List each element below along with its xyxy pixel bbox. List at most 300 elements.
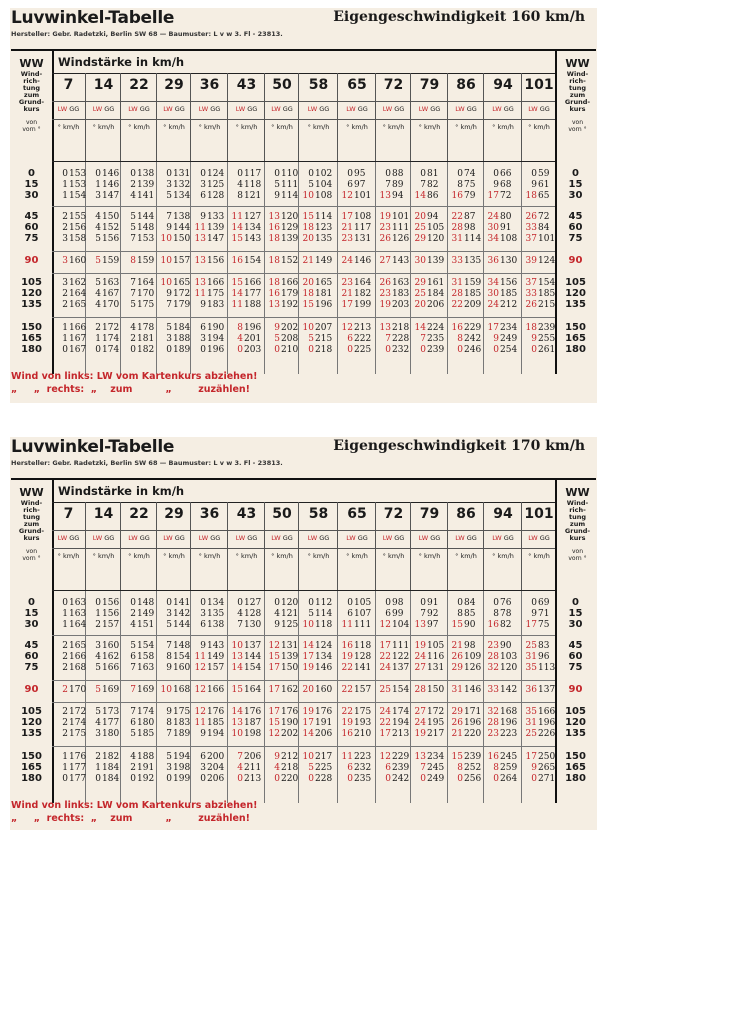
column-legend: LW GG xyxy=(299,530,338,542)
gg-value: 178 xyxy=(137,323,155,333)
table-cell xyxy=(85,278,120,289)
lw-value: 22 xyxy=(451,300,463,310)
gg-value: 141 xyxy=(173,598,191,608)
table-cell xyxy=(375,323,410,334)
lw-value: 5 xyxy=(95,707,101,717)
gg-value: 143 xyxy=(392,256,410,266)
speed-column-header xyxy=(447,502,484,590)
windspeed-value: 101 xyxy=(524,77,554,93)
table-cell xyxy=(447,729,483,740)
table-cell xyxy=(375,345,410,356)
gg-value: 164 xyxy=(137,278,155,288)
gg-value: 188 xyxy=(137,752,155,762)
lw-value: 9 xyxy=(531,334,537,344)
windspeed-value: 14 xyxy=(93,506,114,522)
lw-value: 17 xyxy=(379,729,391,739)
table-cell xyxy=(483,663,521,674)
speed-column-header xyxy=(521,73,556,161)
table-cell xyxy=(85,718,120,729)
wind-angle-right: 75 xyxy=(568,662,583,673)
table-cell xyxy=(120,212,156,223)
ww-von-vorn: von vorn ° xyxy=(22,548,41,562)
lw-value: 19 xyxy=(379,212,391,222)
table-cell xyxy=(410,620,447,631)
gg-value: 154 xyxy=(173,652,191,662)
windspeed-value: 43 xyxy=(236,77,257,93)
table-cell xyxy=(337,234,375,245)
lw-value: 39 xyxy=(525,256,537,266)
wind-angle-right: 30 xyxy=(568,619,583,630)
lw-value: 15 xyxy=(302,300,314,310)
lw-value: 23 xyxy=(487,641,499,651)
gg-value: 235 xyxy=(354,774,372,784)
gg-value: 175 xyxy=(69,729,87,739)
lw-value: 3 xyxy=(62,278,68,288)
lw-value: 4 xyxy=(237,180,243,190)
lw-value: 1 xyxy=(62,752,68,762)
gg-value: 158 xyxy=(137,652,155,662)
table-cell xyxy=(521,300,555,311)
gg-value: 87 xyxy=(464,212,476,222)
gg-value: 132 xyxy=(173,180,191,190)
lw-value: 19 xyxy=(414,729,426,739)
table-cell xyxy=(447,774,483,785)
table-cell xyxy=(264,729,298,740)
gg-value: 160 xyxy=(69,256,87,266)
table-cell xyxy=(52,169,85,180)
gg-value: 124 xyxy=(315,641,333,651)
column-legend: LW GG xyxy=(265,101,299,113)
wind-table xyxy=(11,49,596,374)
column-unit: ° km/h xyxy=(299,119,338,131)
lw-value: 4 xyxy=(130,323,136,333)
table-cell xyxy=(264,234,298,245)
gg-value: 129 xyxy=(281,223,299,233)
gg-value: 222 xyxy=(354,334,372,344)
table-cell xyxy=(337,323,375,334)
lw-value: 7 xyxy=(166,729,172,739)
table-cell xyxy=(120,234,156,245)
gg-value: 154 xyxy=(69,191,87,201)
column-legend: LW GG xyxy=(448,530,484,542)
table-cell xyxy=(227,598,264,609)
table-cell xyxy=(156,598,190,609)
gg-value: 65 xyxy=(538,191,550,201)
table-cell xyxy=(410,609,447,620)
table-cell xyxy=(447,598,483,609)
gg-value: 176 xyxy=(244,707,262,717)
gg-value: 141 xyxy=(137,191,155,201)
wind-angle-left: 135 xyxy=(21,299,42,310)
gg-value: 184 xyxy=(102,774,120,784)
gg-value: 78 xyxy=(500,609,512,619)
lw-value: 9 xyxy=(200,212,206,222)
gg-value: 215 xyxy=(315,334,333,344)
table-cell xyxy=(120,256,156,267)
gg-value: 177 xyxy=(244,289,262,299)
lw-value: 6 xyxy=(347,609,353,619)
lw-value: 9 xyxy=(493,334,499,344)
lw-value: 17 xyxy=(525,752,537,762)
manufacturer-line: Hersteller: Gebr. Radetzki, Berlin SW 68 — Baumuster: L v w 3. Fl - 23813. xyxy=(11,459,283,467)
gg-value: 121 xyxy=(281,609,299,619)
table-cell xyxy=(447,256,483,267)
lw-value: 23 xyxy=(379,223,391,233)
lw-value: 17 xyxy=(525,620,537,630)
table-cell xyxy=(410,663,447,674)
gg-value: 166 xyxy=(244,278,262,288)
lw-value: 5 xyxy=(166,752,172,762)
table-cell xyxy=(227,641,264,652)
ww-title: WW xyxy=(565,486,590,499)
gg-value: 164 xyxy=(69,620,87,630)
table-cell xyxy=(410,278,447,289)
wind-angle-right: 75 xyxy=(568,233,583,244)
lw-value: 13 xyxy=(414,620,426,630)
lw-value: 4 xyxy=(130,752,136,762)
lw-value: 6 xyxy=(385,609,391,619)
lw-value: 5 xyxy=(166,620,172,630)
gg-value: 166 xyxy=(69,323,87,333)
table-cell xyxy=(190,323,227,334)
column-unit: ° km/h xyxy=(191,548,228,560)
gg-value: 172 xyxy=(102,323,120,333)
gg-value: 146 xyxy=(464,685,482,695)
gg-value: 139 xyxy=(207,223,225,233)
table-cell xyxy=(190,774,227,785)
lw-value: 14 xyxy=(231,223,243,233)
table-cell xyxy=(156,652,190,663)
gg-value: 182 xyxy=(137,345,155,355)
lw-value: 17 xyxy=(268,663,280,673)
gg-value: 155 xyxy=(69,212,87,222)
lw-value: 5 xyxy=(308,180,314,190)
table-cell xyxy=(337,729,375,740)
lw-value: 15 xyxy=(268,718,280,728)
lw-value: 0 xyxy=(274,345,280,355)
lw-value: 3 xyxy=(166,180,172,190)
gg-value: 88 xyxy=(392,169,404,179)
lw-value: 20 xyxy=(302,234,314,244)
lw-value: 9 xyxy=(200,300,206,310)
gg-value: 163 xyxy=(69,598,87,608)
table-cell xyxy=(264,334,298,345)
gg-value: 167 xyxy=(69,334,87,344)
table-cell xyxy=(264,774,298,785)
table-cell xyxy=(52,323,85,334)
table-cell xyxy=(521,620,555,631)
table-cell xyxy=(337,169,375,180)
gg-value: 147 xyxy=(207,234,225,244)
windspeed-value: 7 xyxy=(63,77,74,93)
table-cell xyxy=(521,191,555,202)
gg-value: 166 xyxy=(207,278,225,288)
table-row xyxy=(52,707,555,718)
lw-value: 36 xyxy=(487,256,499,266)
table-cell xyxy=(337,191,375,202)
column-legend: LW GG xyxy=(228,530,265,542)
lw-value: 8 xyxy=(493,609,499,619)
lw-value: 22 xyxy=(379,652,391,662)
column-unit: ° km/h xyxy=(376,548,411,560)
table-cell xyxy=(375,191,410,202)
table-cell xyxy=(298,334,337,345)
lw-value: 28 xyxy=(414,685,426,695)
lw-value: 15 xyxy=(231,685,243,695)
lw-value: 18 xyxy=(525,191,537,201)
gg-value: 128 xyxy=(244,609,262,619)
gg-value: 242 xyxy=(392,774,410,784)
gg-value: 127 xyxy=(244,212,262,222)
gg-value: 144 xyxy=(244,652,262,662)
gg-value: 168 xyxy=(500,707,518,717)
table-cell xyxy=(120,289,156,300)
table-cell xyxy=(156,223,190,234)
speed-column-header xyxy=(85,73,121,161)
gg-value: 105 xyxy=(354,598,372,608)
gg-value: 217 xyxy=(427,729,445,739)
lw-value: 28 xyxy=(451,223,463,233)
gg-value: 146 xyxy=(102,180,120,190)
gg-value: 184 xyxy=(173,323,191,333)
gg-value: 185 xyxy=(500,289,518,299)
gg-value: 146 xyxy=(354,256,372,266)
table-cell xyxy=(120,752,156,763)
table-cell xyxy=(190,256,227,267)
gg-value: 111 xyxy=(392,223,410,233)
table-cell xyxy=(447,718,483,729)
gg-value: 176 xyxy=(69,752,87,762)
gg-value: 154 xyxy=(244,663,262,673)
table-cell xyxy=(52,598,85,609)
lw-value: 7 xyxy=(420,180,426,190)
table-cell xyxy=(298,300,337,311)
windspeed-value: 14 xyxy=(93,77,114,93)
table-cell xyxy=(483,180,521,191)
wind-angle-left: 30 xyxy=(24,190,39,201)
gg-value: 150 xyxy=(173,234,191,244)
table-cell xyxy=(52,609,85,620)
gg-value: 164 xyxy=(69,289,87,299)
lw-value: 0 xyxy=(95,774,101,784)
column-unit: ° km/h xyxy=(157,119,191,131)
lw-value: 13 xyxy=(231,718,243,728)
lw-value: 0 xyxy=(62,169,68,179)
table-row xyxy=(52,598,555,609)
table-cell xyxy=(156,763,190,774)
gg-value: 203 xyxy=(392,300,410,310)
lw-value: 7 xyxy=(420,334,426,344)
lw-value: 4 xyxy=(130,191,136,201)
lw-value: 9 xyxy=(166,289,172,299)
wind-angle-left: 45 xyxy=(24,640,39,651)
gg-value: 121 xyxy=(244,191,262,201)
lw-value: 3 xyxy=(166,334,172,344)
table-cell xyxy=(521,323,555,334)
wind-angle-left: 75 xyxy=(24,233,39,244)
wind-angle-left: 165 xyxy=(21,762,42,773)
lw-value: 8 xyxy=(457,609,463,619)
table-cell xyxy=(52,223,85,234)
table-row xyxy=(52,212,555,223)
gg-value: 118 xyxy=(354,641,372,651)
gg-value: 128 xyxy=(354,652,372,662)
lw-value: 0 xyxy=(274,774,280,784)
table-row xyxy=(52,729,555,740)
table-cell xyxy=(298,752,337,763)
column-unit: ° km/h xyxy=(411,548,448,560)
gg-value: 199 xyxy=(354,300,372,310)
gg-value: 159 xyxy=(464,278,482,288)
windspeed-value: 43 xyxy=(236,506,257,522)
lw-value: 6 xyxy=(347,334,353,344)
table-cell xyxy=(227,345,264,356)
gg-value: 133 xyxy=(207,212,225,222)
column-legend: LW GG xyxy=(265,530,299,542)
windspeed-value: 86 xyxy=(456,506,476,522)
table-cell xyxy=(156,718,190,729)
table-cell xyxy=(156,169,190,180)
column-legend: LW GG xyxy=(299,101,338,113)
lw-value: 13 xyxy=(231,652,243,662)
speed-column-header xyxy=(375,73,411,161)
gg-value: 245 xyxy=(500,752,518,762)
lw-value: 2 xyxy=(62,223,68,233)
table-cell xyxy=(85,191,120,202)
gg-value: 83 xyxy=(538,641,550,651)
gg-value: 164 xyxy=(244,685,262,695)
lw-value: 11 xyxy=(231,212,243,222)
lw-value: 0 xyxy=(200,774,206,784)
gg-value: 144 xyxy=(173,223,191,233)
column-legend: LW GG xyxy=(522,530,556,542)
ww-subtitle: Wind- rich- tung zum Grund- kurs xyxy=(564,70,591,113)
speed-column-header xyxy=(375,502,411,590)
table-cell xyxy=(483,223,521,234)
table-cell xyxy=(447,212,483,223)
lw-value: 12 xyxy=(379,752,391,762)
lw-value: 7 xyxy=(420,609,426,619)
gg-value: 249 xyxy=(500,334,518,344)
lw-value: 12 xyxy=(379,620,391,630)
table-cell xyxy=(483,609,521,620)
lw-value: 0 xyxy=(347,598,353,608)
table-cell xyxy=(375,180,410,191)
table-cell xyxy=(85,212,120,223)
table-cell xyxy=(52,641,85,652)
gg-value: 162 xyxy=(281,685,299,695)
lw-value: 13 xyxy=(379,323,391,333)
lw-value: 21 xyxy=(451,641,463,651)
lw-value: 4 xyxy=(237,334,243,344)
gg-value: 135 xyxy=(207,609,225,619)
gg-value: 66 xyxy=(500,169,512,179)
table-cell xyxy=(410,223,447,234)
lw-value: 12 xyxy=(194,685,206,695)
gg-value: 223 xyxy=(354,752,372,762)
lw-value: 3 xyxy=(166,763,172,773)
table-row xyxy=(52,345,555,356)
table-cell xyxy=(447,685,483,696)
gg-value: 131 xyxy=(427,663,445,673)
lw-value: 4 xyxy=(95,289,101,299)
lw-value: 6 xyxy=(200,620,206,630)
table-cell xyxy=(483,598,521,609)
lw-value: 26 xyxy=(525,212,537,222)
gg-value: 156 xyxy=(102,609,120,619)
table-cell xyxy=(410,598,447,609)
table-cell xyxy=(521,223,555,234)
wind-angle-left: 0 xyxy=(28,597,35,608)
column-unit: ° km/h xyxy=(191,119,228,131)
gg-value: 98 xyxy=(464,223,476,233)
lw-value: 20 xyxy=(302,278,314,288)
gg-value: 174 xyxy=(102,334,120,344)
table-cell xyxy=(85,334,120,345)
table-cell xyxy=(156,641,190,652)
lw-value: 36 xyxy=(525,685,537,695)
gg-value: 198 xyxy=(173,763,191,773)
lw-value: 10 xyxy=(160,278,172,288)
gg-value: 199 xyxy=(173,774,191,784)
lw-value: 9 xyxy=(200,729,206,739)
gg-value: 224 xyxy=(427,323,445,333)
lw-value: 11 xyxy=(194,223,206,233)
gg-value: 116 xyxy=(427,652,445,662)
lw-value: 16 xyxy=(341,641,353,651)
lw-value: 16 xyxy=(231,256,243,266)
lw-value: 0 xyxy=(531,598,537,608)
lw-value: 27 xyxy=(414,707,426,717)
table-cell xyxy=(156,345,190,356)
windspeed-value: 72 xyxy=(383,77,404,93)
lw-value: 17 xyxy=(487,323,499,333)
speed-column-header xyxy=(156,73,191,161)
lw-value: 16 xyxy=(451,323,463,333)
gg-value: 190 xyxy=(281,718,299,728)
lw-value: 5 xyxy=(130,729,136,739)
lw-value: 17 xyxy=(379,641,391,651)
lw-value: 0 xyxy=(385,169,391,179)
lw-value: 0 xyxy=(493,345,499,355)
lw-value: 9 xyxy=(531,180,537,190)
gg-value: 177 xyxy=(102,718,120,728)
gg-value: 185 xyxy=(207,718,225,728)
table-cell xyxy=(190,169,227,180)
table-cell xyxy=(483,641,521,652)
gg-value: 196 xyxy=(207,345,225,355)
gg-value: 189 xyxy=(173,729,191,739)
gg-value: 185 xyxy=(137,729,155,739)
table-cell xyxy=(447,223,483,234)
table-cell xyxy=(410,334,447,345)
gg-value: 162 xyxy=(102,652,120,662)
footer-left-rule: Wind von links: LW vom Kartenkurs abziehen! xyxy=(11,371,258,382)
gg-value: 135 xyxy=(315,234,333,244)
table-cell xyxy=(521,289,555,300)
table-cell xyxy=(190,652,227,663)
gg-value: 90 xyxy=(500,641,512,651)
gg-value: 192 xyxy=(281,300,299,310)
table-cell xyxy=(447,620,483,631)
table-cell xyxy=(120,663,156,674)
gg-value: 189 xyxy=(173,345,191,355)
table-cell xyxy=(190,223,227,234)
table-cell xyxy=(521,774,555,785)
row-group-divider xyxy=(52,273,555,274)
lw-value: 12 xyxy=(341,323,353,333)
gg-value: 193 xyxy=(354,718,372,728)
